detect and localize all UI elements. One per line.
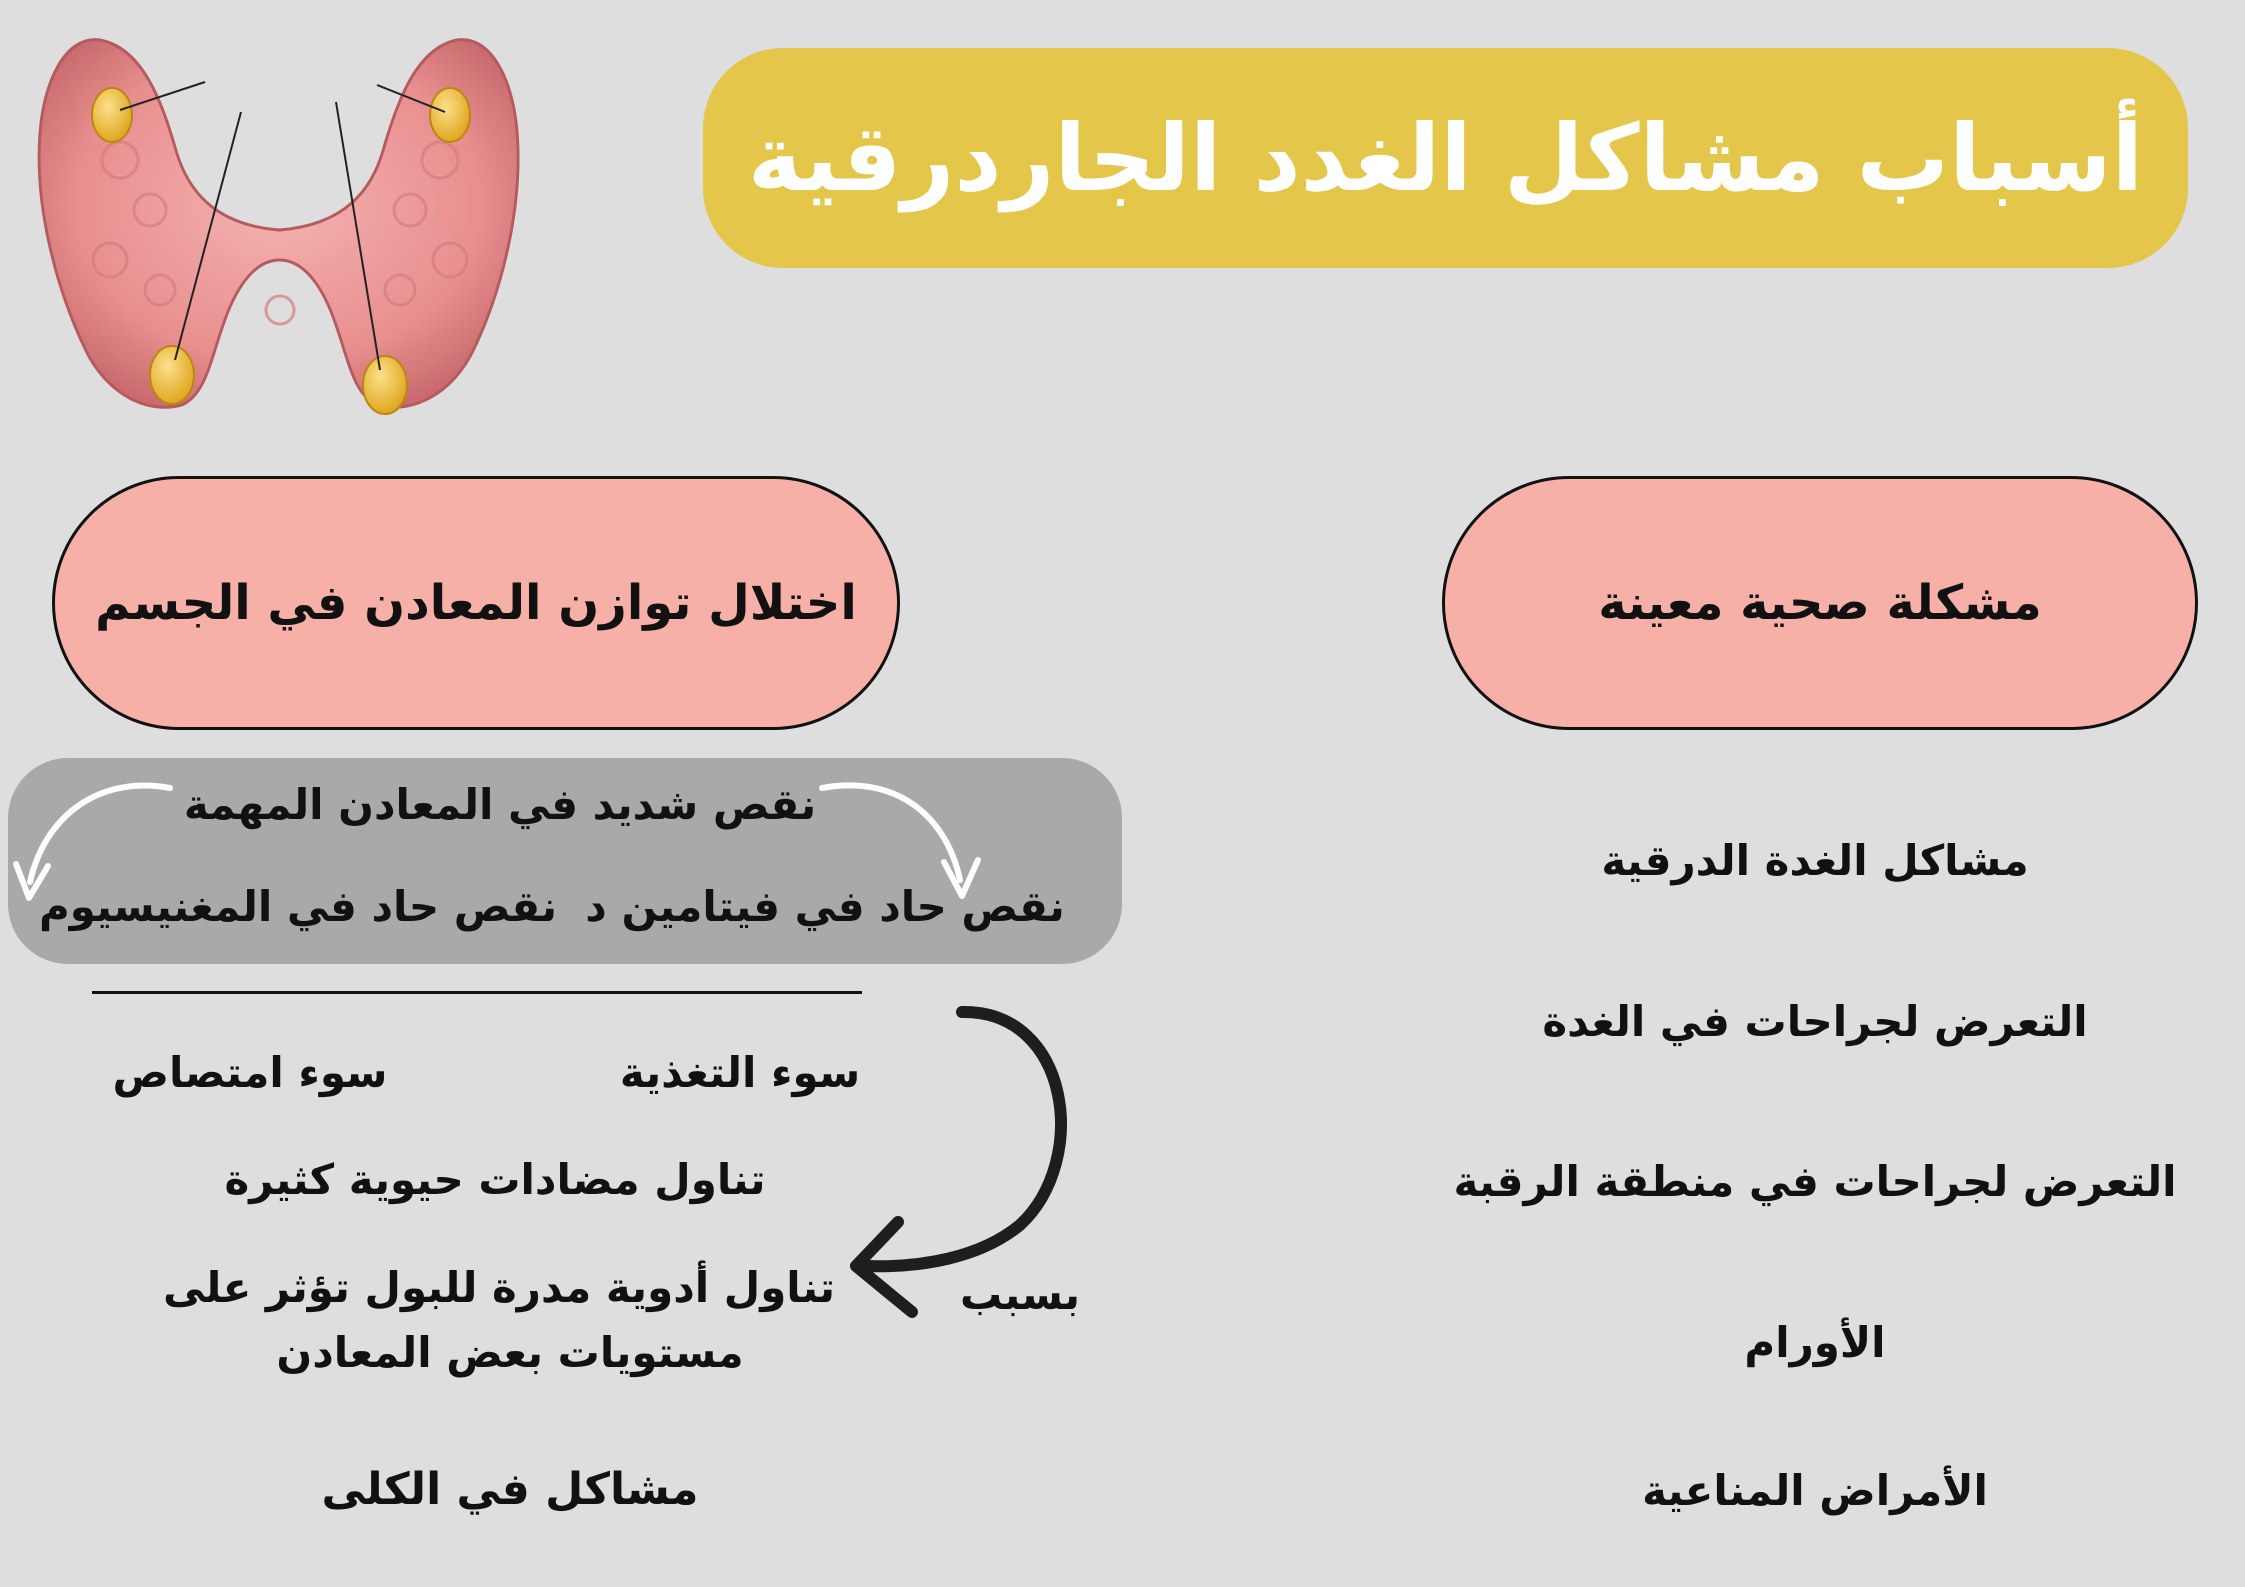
list-item: التعرض لجراحات في الغدة bbox=[1542, 997, 2088, 1046]
page-title: أسباب مشاكل الغدد الجاردرقية bbox=[747, 104, 2144, 212]
vitamin-d-deficiency-text: نقص حاد في فيتامين د bbox=[585, 882, 1065, 931]
list-item: مشاكل الغدة الدرقية bbox=[1601, 836, 2029, 885]
diuretics-text-line1: تناول أدوية مدرة للبول تؤثر على bbox=[162, 1263, 835, 1312]
diuretics-text-line2: مستويات بعض المعادن bbox=[276, 1328, 744, 1377]
deficiency-main-text: نقص شديد في المعادن المهمة bbox=[183, 780, 817, 829]
causes-label: بسبب bbox=[959, 1270, 1081, 1319]
list-item: التعرض لجراحات في منطقة الرقبة bbox=[1453, 1157, 2177, 1206]
magnesium-deficiency-text: نقص حاد في المغنيسيوم bbox=[38, 882, 558, 931]
malnutrition-text: سوء التغذية bbox=[619, 1048, 861, 1097]
antibiotics-text: تناول مضادات حيوية كثيرة bbox=[224, 1155, 766, 1204]
kidney-problems-text: مشاكل في الكلى bbox=[321, 1464, 699, 1515]
list-item: الأورام bbox=[1744, 1318, 1886, 1367]
mineral-imbalance-heading: اختلال توازن المعادن في الجسم bbox=[95, 575, 857, 631]
list-item: الأمراض المناعية bbox=[1642, 1466, 1988, 1515]
malabsorption-text: سوء امتصاص bbox=[112, 1048, 388, 1097]
health-problem-heading: مشكلة صحية معينة bbox=[1598, 575, 2042, 631]
